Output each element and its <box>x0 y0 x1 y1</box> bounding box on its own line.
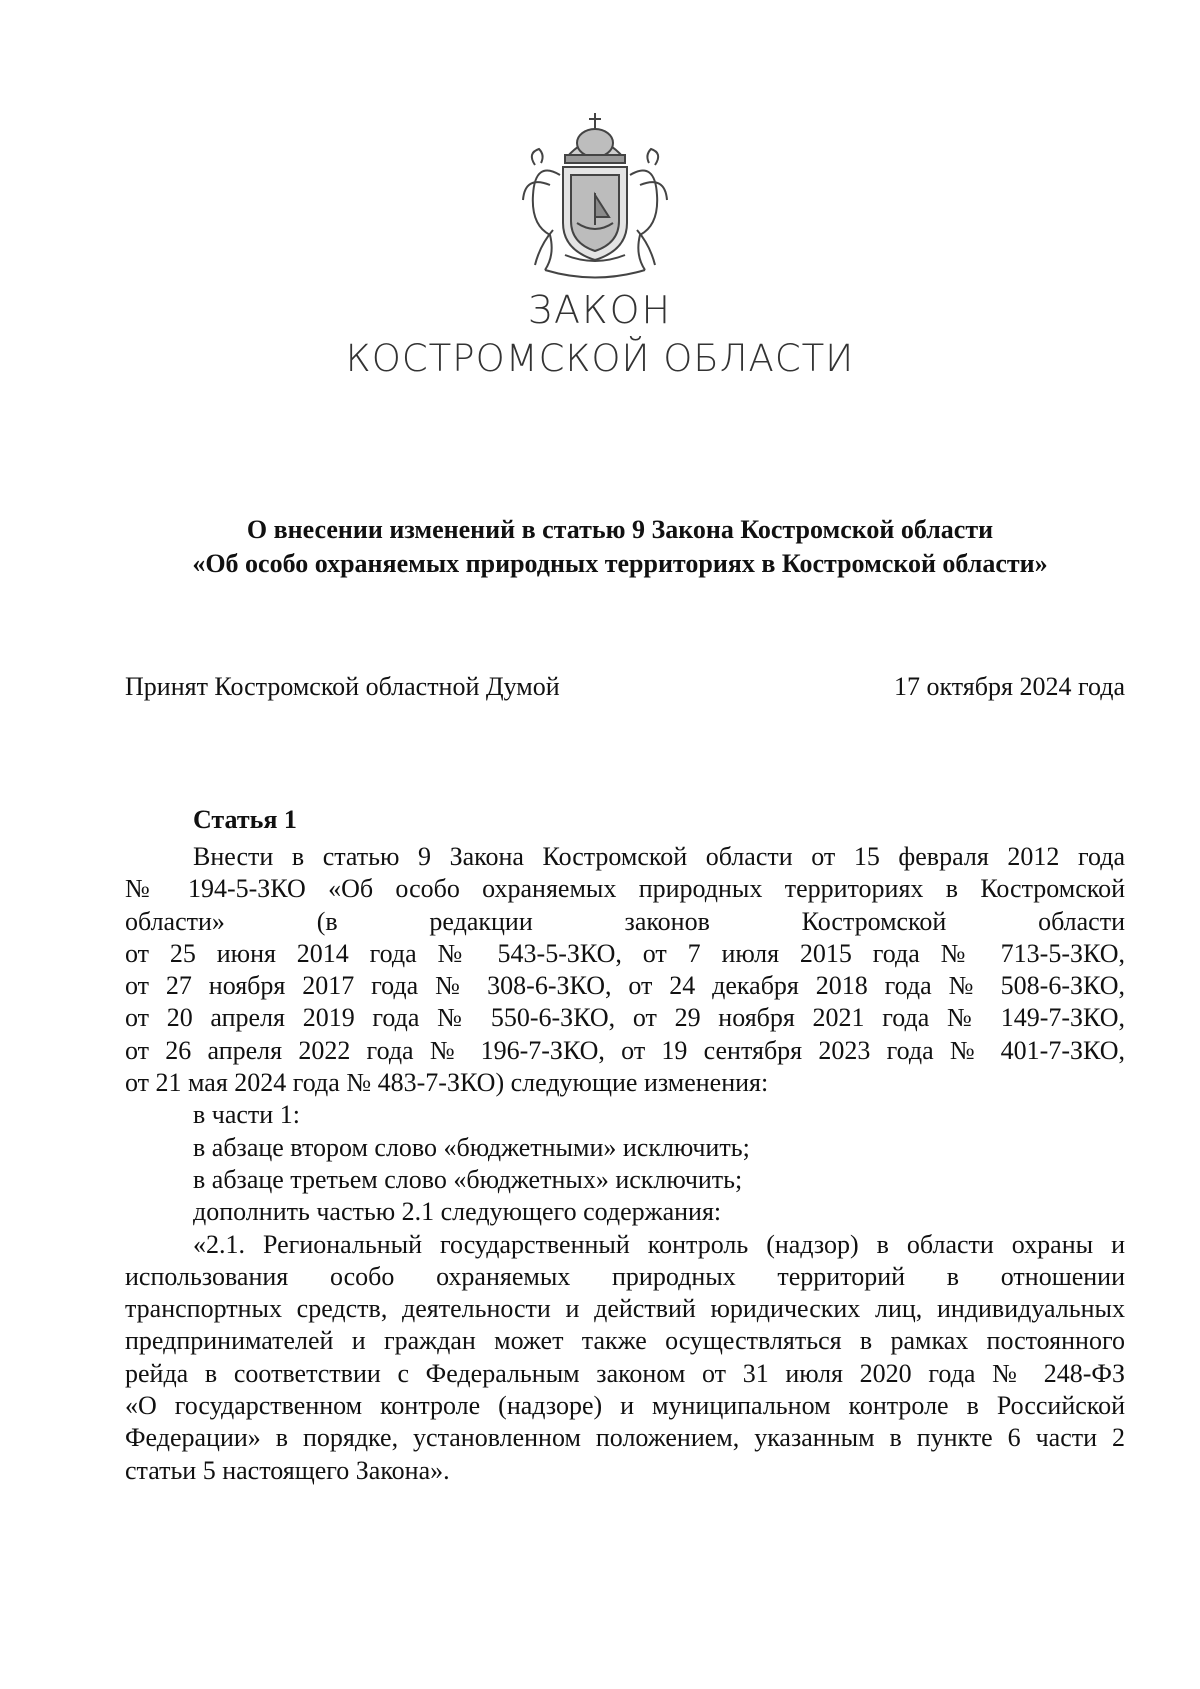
article-body <box>125 841 1125 1487</box>
article-text-line: «2.1. Региональный государственный контроль (надзор) в области охраны и <box>193 1229 1125 1259</box>
article-text-line: области» (в редакции законов Костромской области <box>125 906 1125 936</box>
article-text-line: в части 1: <box>193 1100 300 1130</box>
law-heading: ЗАКОН <box>527 288 673 332</box>
region-heading: КОСТРОМСКОЙ ОБЛАСТИ <box>345 337 855 380</box>
article-text-line: Внести в статью 9 Закона Костромской области от 15 февраля 2012 года <box>193 842 1125 871</box>
law-title-line-1: О внесении изменений в статью 9 Закона Костромской области <box>246 515 994 544</box>
article-text-line: Федерации» в порядке, установленном положением, указанным в пункте 6 части 2 <box>125 1423 1125 1453</box>
adoption-line <box>125 672 1125 702</box>
article-text-line: от 20 апреля 2019 года № 550-6-ЗКО, от 29 ноября 2021 года № 149-7-ЗКО, <box>125 1003 1125 1033</box>
article-text-line: от 26 апреля 2022 года № 196-7-ЗКО, от 19 сентября 2023 года № 401-7-ЗКО, <box>125 1035 1125 1065</box>
coat-of-arms-emblem <box>505 105 685 285</box>
article-text-line: в абзаце втором слово «бюджетными» исключить; <box>193 1132 750 1162</box>
article-title: Статья 1 <box>193 805 297 834</box>
article-text-line: № 194-5-ЗКО «Об особо охраняемых природных территориях в Костромской <box>125 874 1125 904</box>
article-text-line: использования особо охраняемых природных территорий в отношении <box>125 1261 1125 1291</box>
article-text-line: статьи 5 настоящего Закона». <box>125 1455 450 1485</box>
article-text-line: «О государственном контроле (надзоре) и муниципальном контроле в Российской <box>125 1391 1125 1421</box>
law-title-line-2: «Об особо охраняемых природных территориях в Костромской области» <box>192 549 1048 578</box>
article-text-line: дополнить частью 2.1 следующего содержания: <box>193 1197 722 1227</box>
article-text-line: от 25 июня 2014 года № 543-5-ЗКО, от 7 июля 2015 года № 713-5-ЗКО, <box>125 938 1125 968</box>
article-text-line: предпринимателей и граждан может также осуществляться в рамках постоянного <box>125 1326 1125 1356</box>
article-text-line: рейда в соответствии с Федеральным законом от 31 июля 2020 года № 248-ФЗ <box>125 1358 1125 1388</box>
article-text-line: транспортных средств, деятельности и действий юридических лиц, индивидуальных <box>125 1294 1125 1324</box>
article-text-line: от 21 мая 2024 года № 483-7-ЗКО) следующие изменения: <box>125 1068 769 1098</box>
adopted-by: Принят Костромской областной Думой <box>125 672 560 701</box>
adoption-date: 17 октября 2024 года <box>894 672 1125 701</box>
article-text-line: от 27 ноября 2017 года № 308-6-ЗКО, от 24 декабря 2018 года № 508-6-ЗКО, <box>125 971 1125 1001</box>
article-text-line: в абзаце третьем слово «бюджетных» исключить; <box>193 1164 743 1194</box>
